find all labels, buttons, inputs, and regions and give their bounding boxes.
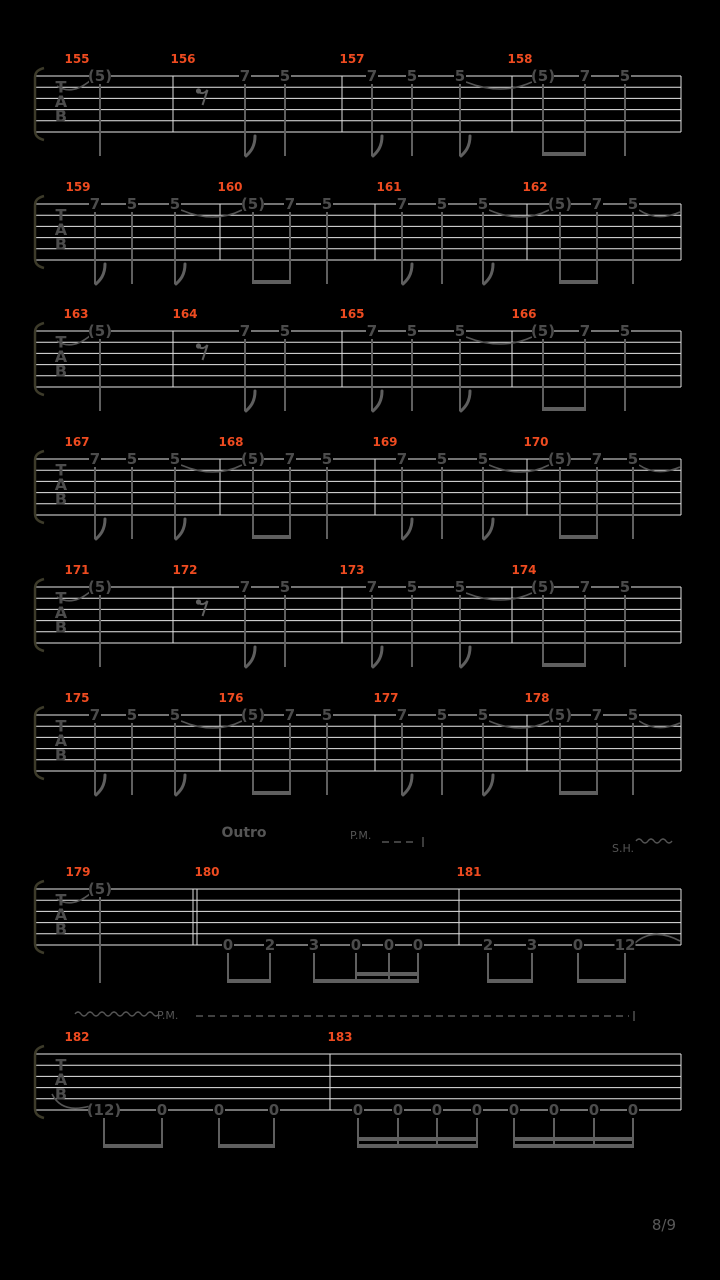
measure-number: 176: [218, 691, 244, 705]
staff-row-175: [35, 691, 681, 795]
eighth-flag: [461, 391, 470, 411]
fret-number: 7: [396, 706, 408, 724]
tab-clef: A: [54, 347, 68, 366]
eighth-flag: [373, 647, 382, 667]
beam: [559, 535, 598, 539]
eighth-flag: [373, 136, 382, 156]
fret-number: 5: [477, 195, 489, 213]
tie: [466, 337, 532, 344]
vibrato-wave: [75, 1012, 159, 1016]
staff-row-155: [35, 52, 681, 156]
staff-bracket: [35, 1046, 44, 1118]
measure-number: 172: [172, 563, 198, 577]
measure-number: 162: [522, 180, 548, 194]
measure-number: 167: [64, 435, 90, 449]
measure-number: 183: [327, 1030, 353, 1044]
tab-clef: T: [55, 716, 67, 736]
harmonic-label: S.H.: [612, 842, 635, 855]
fret-number: 5: [126, 706, 138, 724]
fret-number: 7: [591, 706, 603, 724]
measure-number: 179: [65, 865, 91, 879]
fret-number: 5: [169, 706, 181, 724]
tab-clef: A: [54, 905, 68, 924]
measure-number: 174: [511, 563, 537, 577]
fret-number: 5: [477, 450, 489, 468]
fret-number: 12: [614, 936, 636, 954]
eighth-flag: [96, 264, 105, 284]
fret-number: 5: [279, 67, 291, 85]
fret-number: 5: [454, 322, 466, 340]
fret-number: 7: [396, 450, 408, 468]
beam: [542, 152, 586, 156]
eighth-flag: [96, 519, 105, 539]
fret-number: 0: [572, 936, 584, 954]
fret-number: 5: [436, 195, 448, 213]
measure-number: 180: [194, 865, 220, 879]
staff-bracket: [35, 323, 44, 395]
tab-clef: A: [54, 603, 68, 622]
fret-number: 5: [627, 706, 639, 724]
measure-number: 166: [511, 307, 537, 321]
staff-row-182: [35, 1009, 681, 1148]
fret-number: 2: [482, 936, 494, 954]
tab-clef: A: [54, 475, 68, 494]
fret-number: 0: [508, 1101, 520, 1119]
fret-number: (5): [240, 195, 266, 213]
measure-number: 178: [524, 691, 550, 705]
tie: [489, 721, 549, 728]
fret-number: 3: [308, 936, 320, 954]
fret-number: 7: [396, 195, 408, 213]
fret-number: 7: [284, 450, 296, 468]
eighth-flag: [484, 264, 493, 284]
staff-row-159: [35, 180, 681, 284]
beam: [559, 280, 598, 284]
tab-clef: B: [54, 617, 68, 637]
fret-number: 5: [627, 450, 639, 468]
tab-clef: B: [54, 1084, 68, 1104]
measure-number: 173: [339, 563, 365, 577]
tie: [466, 82, 532, 89]
beam: [103, 1144, 163, 1148]
tab-clef: A: [54, 92, 68, 111]
measure-number: 169: [372, 435, 398, 449]
tab-clef: A: [54, 220, 68, 239]
tab-clef: B: [54, 745, 68, 765]
tie: [181, 465, 242, 472]
fret-number: 7: [591, 450, 603, 468]
fret-number: 2: [264, 936, 276, 954]
fret-number: (5): [87, 322, 113, 340]
fret-number: 0: [392, 1101, 404, 1119]
measure-number: 163: [63, 307, 89, 321]
fret-number: 0: [431, 1101, 443, 1119]
eighth-flag: [246, 647, 255, 667]
fret-number: 5: [126, 450, 138, 468]
measure-number: 177: [373, 691, 399, 705]
fret-number: 7: [579, 322, 591, 340]
fret-number: (5): [240, 706, 266, 724]
fret-number: 5: [406, 322, 418, 340]
fret-number: 0: [588, 1101, 600, 1119]
eighth-flag: [246, 391, 255, 411]
fret-number: 0: [350, 936, 362, 954]
measure-number: 165: [339, 307, 365, 321]
fret-number: (5): [547, 195, 573, 213]
palm-mute-label: P.M.: [350, 829, 372, 842]
beam: [513, 1144, 634, 1148]
beam: [313, 979, 419, 983]
tab-clef: T: [55, 588, 67, 608]
palm-mute-label: P.M.: [157, 1009, 179, 1022]
tab-clef: A: [54, 1070, 68, 1089]
tie: [489, 465, 549, 472]
staff-bracket: [35, 196, 44, 268]
eighth-flag: [403, 264, 412, 284]
fret-number: 7: [284, 706, 296, 724]
fret-number: 7: [239, 322, 251, 340]
fret-number: 5: [169, 195, 181, 213]
tie: [466, 593, 532, 600]
beam: [542, 663, 586, 667]
beam: [355, 972, 419, 976]
tab-clef: T: [55, 890, 67, 910]
fret-number: 5: [406, 67, 418, 85]
fret-number: 7: [366, 67, 378, 85]
fret-number: (5): [530, 578, 556, 596]
measure-number: 171: [64, 563, 90, 577]
fret-number: 7: [239, 578, 251, 596]
fret-number: (5): [547, 450, 573, 468]
tab-clef: T: [55, 460, 67, 480]
measure-number: 158: [507, 52, 533, 66]
fret-number: 0: [383, 936, 395, 954]
beam: [542, 407, 586, 411]
eighth-flag: [176, 519, 185, 539]
fret-number: 7: [89, 195, 101, 213]
beam: [559, 791, 598, 795]
staff-bracket: [35, 68, 44, 140]
eighth-rest: [199, 601, 208, 616]
fret-number: 5: [279, 322, 291, 340]
vibrato-wave: [636, 839, 672, 843]
tie: [635, 934, 680, 943]
fret-number: 0: [268, 1101, 280, 1119]
fret-number: 5: [321, 450, 333, 468]
fret-number: (5): [530, 322, 556, 340]
fret-number: (5): [87, 67, 113, 85]
staff-row-179: [35, 825, 681, 983]
page-number: 8/9: [651, 1216, 676, 1234]
staff-bracket: [35, 579, 44, 651]
fret-number: (5): [87, 578, 113, 596]
fret-number: 5: [436, 450, 448, 468]
eighth-flag: [96, 775, 105, 795]
tab-clef: T: [55, 332, 67, 352]
fret-number: 5: [454, 67, 466, 85]
eighth-flag: [461, 136, 470, 156]
measure-number: 157: [339, 52, 365, 66]
fret-number: 5: [169, 450, 181, 468]
eighth-flag: [176, 775, 185, 795]
measure-number: 168: [218, 435, 244, 449]
staff-bracket: [35, 881, 44, 953]
fret-number: 5: [619, 322, 631, 340]
tab-clef: B: [54, 234, 68, 254]
tab-clef: T: [55, 77, 67, 97]
beam: [357, 1144, 478, 1148]
fret-number: (5): [87, 880, 113, 898]
fret-number: 5: [126, 195, 138, 213]
fret-number: 5: [321, 195, 333, 213]
staff-row-163: [35, 307, 681, 411]
fret-number: (12): [86, 1101, 122, 1119]
fret-number: 3: [526, 936, 538, 954]
fret-number: (5): [530, 67, 556, 85]
eighth-flag: [176, 264, 185, 284]
fret-number: 0: [412, 936, 424, 954]
section-label-outro: Outro: [221, 825, 267, 841]
beam: [487, 979, 533, 983]
eighth-flag: [403, 519, 412, 539]
fret-number: 7: [366, 322, 378, 340]
fret-number: 7: [579, 67, 591, 85]
measure-number: 161: [376, 180, 402, 194]
fret-number: 5: [436, 706, 448, 724]
beam: [252, 280, 291, 284]
fret-number: 5: [619, 578, 631, 596]
eighth-flag: [484, 775, 493, 795]
tab-clef: T: [55, 1055, 67, 1075]
fret-number: (5): [240, 450, 266, 468]
staff-bracket: [35, 451, 44, 523]
fret-number: 5: [454, 578, 466, 596]
fret-number: 5: [279, 578, 291, 596]
staff-row-167: [35, 435, 681, 539]
fret-number: 0: [222, 936, 234, 954]
eighth-flag: [246, 136, 255, 156]
measure-number: 159: [65, 180, 91, 194]
fret-number: 7: [591, 195, 603, 213]
fret-number: 7: [284, 195, 296, 213]
tab-clef: T: [55, 205, 67, 225]
fret-number: 0: [471, 1101, 483, 1119]
eighth-flag: [461, 647, 470, 667]
fret-number: 7: [579, 578, 591, 596]
staff-bracket: [35, 707, 44, 779]
staff-row-171: [35, 563, 681, 667]
eighth-rest: [199, 90, 208, 105]
tab-clef: B: [54, 489, 68, 509]
measure-number: 170: [523, 435, 549, 449]
measure-number: 155: [64, 52, 90, 66]
tab-clef: B: [54, 919, 68, 939]
fret-number: 5: [406, 578, 418, 596]
fret-number: 0: [548, 1101, 560, 1119]
beam: [252, 535, 291, 539]
fret-number: 7: [89, 450, 101, 468]
eighth-rest: [199, 345, 208, 360]
eighth-flag: [484, 519, 493, 539]
fret-number: 5: [627, 195, 639, 213]
fret-number: 0: [156, 1101, 168, 1119]
tab-clef: B: [54, 106, 68, 126]
beam: [227, 979, 271, 983]
beam: [513, 1137, 634, 1141]
fret-number: 0: [213, 1101, 225, 1119]
fret-number: 0: [627, 1101, 639, 1119]
measure-number: 181: [456, 865, 482, 879]
beam: [357, 1137, 478, 1141]
measure-number: 182: [64, 1030, 90, 1044]
fret-number: 7: [239, 67, 251, 85]
beam: [577, 979, 626, 983]
fret-number: (5): [547, 706, 573, 724]
measure-number: 164: [172, 307, 198, 321]
fret-number: 5: [321, 706, 333, 724]
fret-number: 7: [89, 706, 101, 724]
fret-number: 5: [477, 706, 489, 724]
beam: [218, 1144, 275, 1148]
eighth-flag: [373, 391, 382, 411]
beam: [252, 791, 291, 795]
fret-number: 5: [619, 67, 631, 85]
fret-number: 7: [366, 578, 378, 596]
eighth-flag: [403, 775, 412, 795]
fret-number: 0: [352, 1101, 364, 1119]
measure-number: 175: [64, 691, 90, 705]
measure-number: 156: [170, 52, 196, 66]
tie: [181, 210, 242, 217]
measure-number: 160: [217, 180, 243, 194]
tab-clef: A: [54, 731, 68, 750]
tie: [181, 721, 242, 728]
tie: [489, 210, 549, 217]
tab-clef: B: [54, 361, 68, 381]
